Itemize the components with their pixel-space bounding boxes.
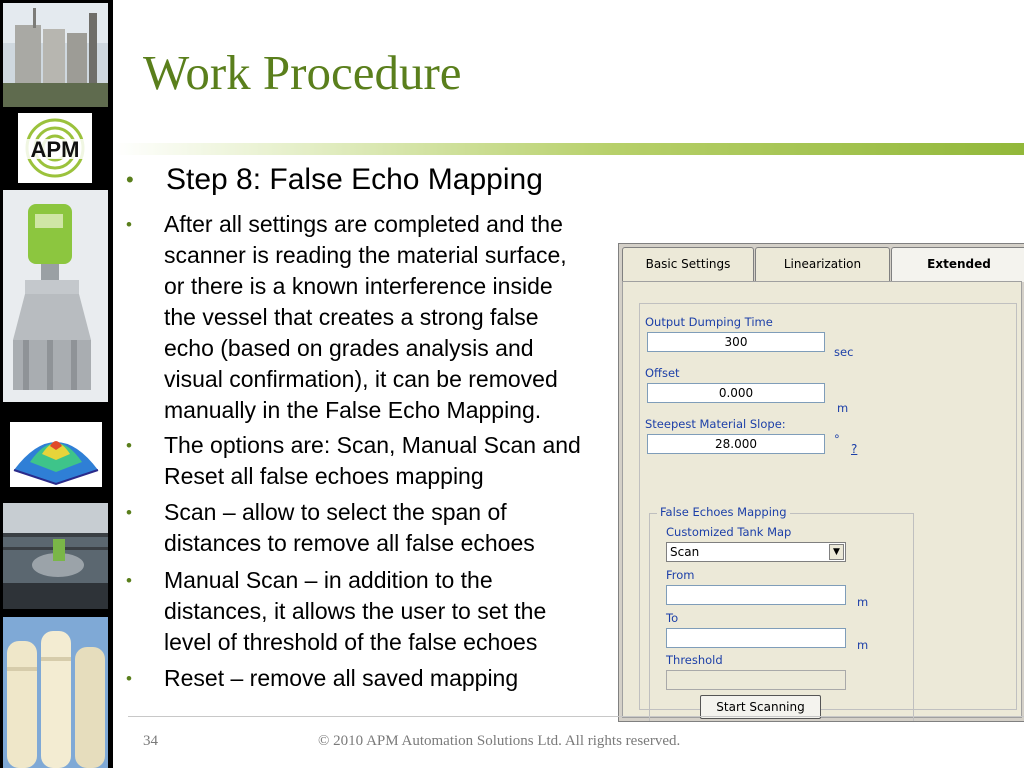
- scanner-device-photo: [3, 190, 108, 402]
- chevron-down-icon[interactable]: ▼: [829, 544, 844, 560]
- bullet-text: Scan – allow to select the span of distances to remove all false echoes: [164, 499, 535, 556]
- tab-linearization[interactable]: Linearization: [755, 247, 890, 281]
- from-unit: m: [857, 595, 869, 609]
- start-scanning-button[interactable]: Start Scanning: [700, 695, 821, 719]
- apm-logo: [18, 113, 92, 183]
- output-dumping-time-label: Output Dumping Time: [645, 315, 773, 329]
- threshold-input[interactable]: [666, 670, 846, 690]
- false-echoes-group-title: False Echoes Mapping: [657, 505, 790, 519]
- offset-unit: m: [837, 401, 849, 415]
- slope-help-link[interactable]: ?: [851, 442, 858, 456]
- tab-extended-calibration[interactable]: Extended: [891, 247, 1024, 282]
- threshold-label: Threshold: [666, 653, 723, 667]
- title-accent-bar: [113, 143, 1024, 155]
- installed-scanner-photo: [3, 503, 108, 609]
- page-number: 34: [143, 733, 158, 749]
- copyright-notice: © 2010 APM Automation Solutions Ltd. All rights reserved.: [318, 733, 681, 749]
- 3d-surface-plot: [10, 422, 102, 487]
- image-sidebar: [0, 0, 113, 768]
- bullet-text: The options are: Scan, Manual Scan and Reset all false echoes mapping: [164, 432, 581, 489]
- bullet-icon: •: [126, 669, 132, 688]
- bullet-icon: •: [126, 436, 132, 455]
- offset-input[interactable]: 0.000: [647, 383, 825, 403]
- white-silos-photo: [3, 617, 108, 768]
- degree-unit: °: [834, 432, 840, 446]
- from-input[interactable]: [666, 585, 846, 605]
- tank-map-label: Customized Tank Map: [666, 525, 792, 539]
- bullet-icon: •: [126, 215, 132, 234]
- output-dumping-time-input[interactable]: 300: [647, 332, 825, 352]
- steepest-slope-label: Steepest Material Slope:: [645, 417, 786, 431]
- calibration-dialog: [618, 243, 1024, 722]
- tank-map-select[interactable]: [666, 542, 846, 562]
- offset-label: Offset: [645, 366, 680, 380]
- bullet-text: Manual Scan – in addition to the distances, it allows the user to set the level of threshold of the false echoes: [164, 567, 547, 655]
- slide-title: Work Procedure: [143, 45, 462, 100]
- steepest-slope-input[interactable]: 28.000: [647, 434, 825, 454]
- false-echoes-group: [649, 505, 914, 722]
- tab-panel: [622, 281, 1022, 718]
- output-dumping-time-unit: sec: [834, 345, 854, 359]
- from-label: From: [666, 568, 695, 582]
- bullet-icon: •: [126, 571, 132, 590]
- footer-divider: [128, 716, 1024, 717]
- tank-map-selected-value: Scan: [670, 545, 700, 559]
- bullet-icon: •: [126, 503, 132, 522]
- silos-photo: [3, 3, 108, 107]
- bullet-text: After all settings are completed and the scanner is reading the material surface, or there is a known interference inside the vessel that creates a strong false echo (based on grades analysis and visual confirmation), it can be removed manually in the False Echo Mapping.: [164, 211, 567, 423]
- to-input[interactable]: [666, 628, 846, 648]
- bullet-text: Reset – remove all saved mapping: [164, 665, 519, 691]
- to-label: To: [666, 611, 679, 625]
- step-heading-text: Step 8: False Echo Mapping: [166, 163, 543, 196]
- to-unit: m: [857, 638, 869, 652]
- bullet-icon: •: [126, 167, 134, 192]
- svg-text:APM: APM: [30, 137, 80, 162]
- tab-basic-settings[interactable]: Basic Settings: [622, 247, 754, 281]
